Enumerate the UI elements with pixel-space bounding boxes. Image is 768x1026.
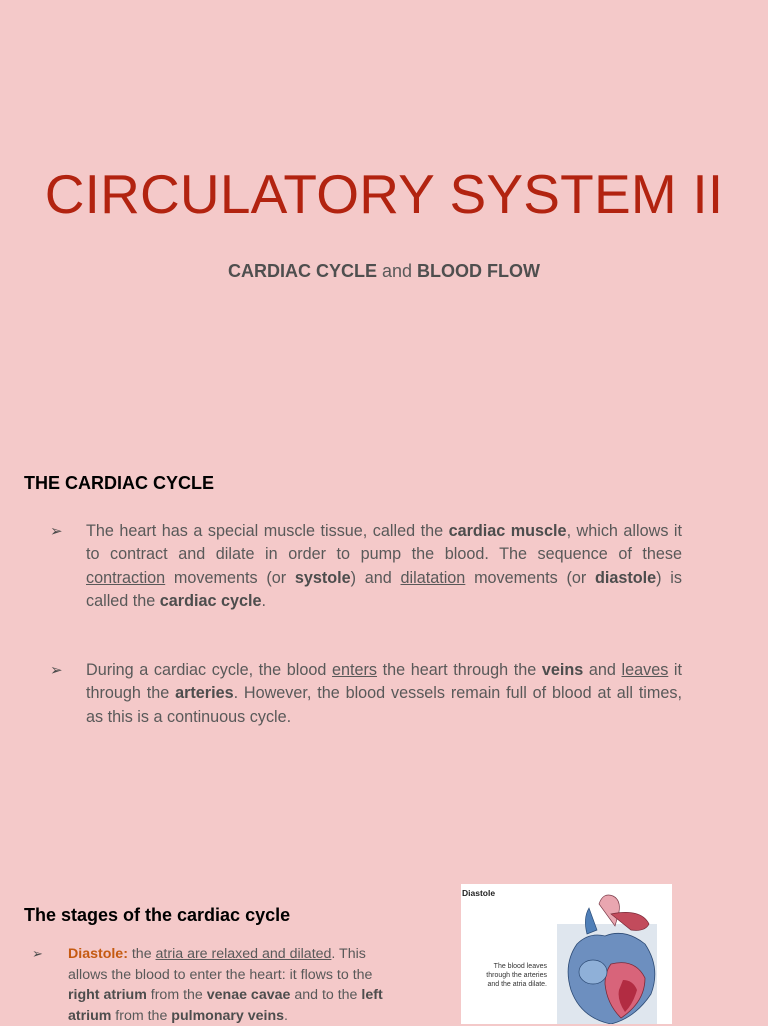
- arrow-bullet-icon: ➢: [50, 662, 63, 679]
- term-systole: systole: [294, 568, 351, 587]
- bullet-text: [68, 944, 404, 1026]
- page-title: CIRCULATORY SYSTEM II: [44, 163, 724, 225]
- subtitle-and: and: [376, 261, 418, 281]
- bullet-blood-flow: [50, 659, 682, 729]
- bullet-text: [86, 659, 682, 729]
- term-venae-cavae: venae cavae: [206, 987, 291, 1004]
- term-veins: veins: [541, 661, 584, 679]
- aorta-shape: [599, 895, 619, 926]
- term-enters: enters: [332, 661, 378, 679]
- text-run: ) and: [350, 568, 401, 587]
- subtitle-cardiac-cycle: CARDIAC CYCLE: [227, 261, 377, 281]
- term-contraction: contraction: [86, 568, 166, 587]
- section-heading-cardiac-cycle: THE CARDIAC CYCLE: [24, 473, 215, 493]
- figure-title: Diastole: [462, 888, 496, 898]
- text-run: , which allows it to contract and dilate in order to pump the blood. The sequence of these: [86, 522, 682, 564]
- term-left-atrium: left atrium: [68, 987, 383, 1024]
- page-subtitle: [0, 261, 768, 282]
- text-run: and: [583, 661, 622, 679]
- term-atria-relaxed: atria are relaxed and dilated: [155, 946, 332, 962]
- text-run: the: [127, 946, 156, 962]
- term-leaves: leaves: [621, 661, 669, 679]
- text-run: the heart through the: [377, 661, 542, 679]
- text-run: . However, the blood vessels remain full of blood at all times, as this is a continuous cycle.: [86, 684, 682, 726]
- text-run: and to the: [290, 987, 362, 1004]
- arrow-bullet-icon: ➢: [50, 523, 63, 540]
- term-diastole-label: Diastole:: [68, 946, 128, 962]
- text-run: movements (or: [465, 568, 595, 587]
- term-right-atrium: right atrium: [68, 987, 147, 1004]
- text-run: ) is called the: [86, 568, 682, 610]
- text-run: from the: [146, 987, 207, 1004]
- term-cardiac-muscle: cardiac muscle: [448, 522, 567, 540]
- text-run: The heart has a special muscle tissue, called the: [86, 522, 449, 540]
- text-run: from the: [111, 1007, 172, 1024]
- subtitle-blood-flow: BLOOD FLOW: [417, 261, 541, 281]
- bullet-diastole: [32, 944, 404, 1026]
- heart-illustration-icon: [461, 884, 672, 1024]
- arrow-bullet-icon: ➢: [32, 946, 43, 961]
- term-diastole: diastole: [594, 568, 657, 587]
- bullet-cardiac-muscle: [50, 520, 682, 613]
- figure-caption: The blood leaves through the arteries and the atria dilate.: [486, 963, 547, 988]
- term-pulmonary-veins: pulmonary veins: [171, 1007, 285, 1024]
- text-run: .: [261, 591, 266, 610]
- text-run: .: [284, 1007, 288, 1024]
- term-dilatation: dilatation: [400, 568, 466, 587]
- text-run: During a cardiac cycle, the blood: [86, 661, 333, 679]
- term-arteries: arteries: [175, 684, 234, 703]
- text-run: . This allows the blood to enter the heart: it flows to the: [68, 946, 373, 983]
- diastole-heart-figure: [461, 884, 672, 1024]
- section-heading-stages: The stages of the cardiac cycle: [24, 905, 291, 925]
- text-run: it through the: [86, 661, 682, 703]
- vena-cava-shape: [585, 908, 597, 934]
- text-run: movements (or: [165, 568, 295, 587]
- bullet-text: [86, 520, 682, 613]
- term-cardiac-cycle: cardiac cycle: [159, 591, 262, 610]
- right-atrium-shape: [579, 960, 607, 984]
